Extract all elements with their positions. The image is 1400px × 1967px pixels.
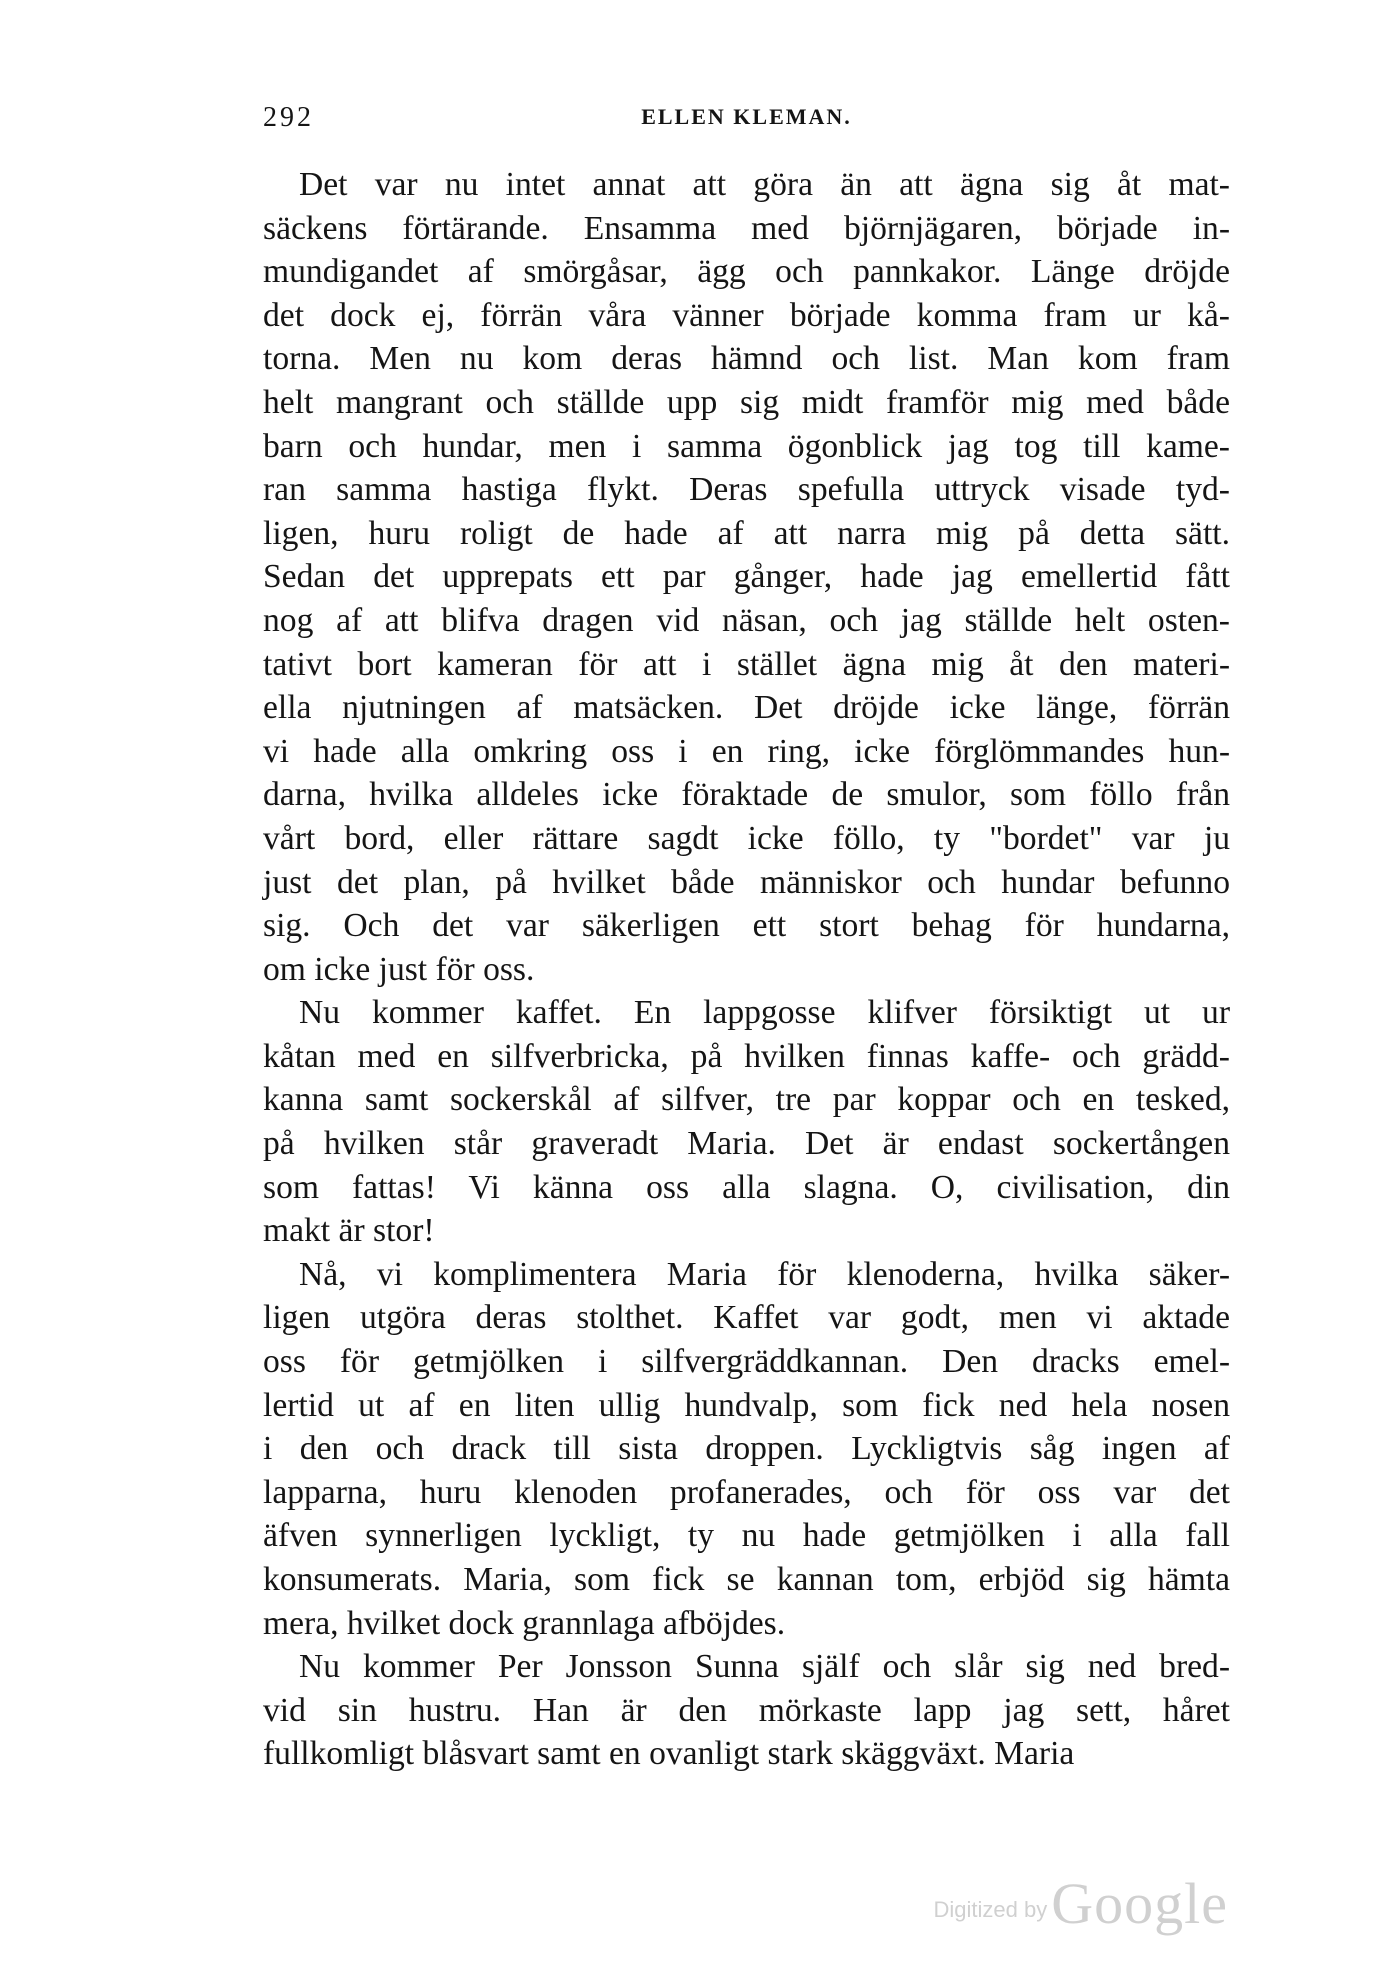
text-line: darna, hvilka alldeles icke föraktade de smulor, som föllo från [263,776,1230,814]
text-line: barn och hundar, men i samma ögonblick jag tog till kame- [263,427,1230,465]
google-logo: Google [1051,1871,1228,1936]
text-line: vid sin hustru. Han är den mörkaste lapp jag sett, håret [263,1691,1230,1729]
text-line: Nu kommer kaffet. En lappgosse klifver försiktigt ut ur [299,994,1230,1032]
page-number: 292 [263,102,314,133]
text-line: äfven synnerligen lyckligt, ty nu hade getmjölken i alla fall [263,1517,1230,1555]
text-line: ligen, huru roligt de hade af att narra mig på detta sätt. [263,514,1230,552]
text-line: lertid ut af en liten ullig hundvalp, som fick ned hela nosen [263,1386,1230,1424]
text-line: vårt bord, eller rättare sagdt icke föllo, ty "bordet" var ju [263,819,1230,857]
text-line: Nu kommer Per Jonsson Sunna själf och slår sig ned bred- [299,1648,1230,1686]
text-line: Nå, vi komplimentera Maria för klenoderna, hvilka säker- [299,1255,1230,1293]
digitized-by-google-watermark [934,1870,1228,1937]
paragraph [263,1253,1230,1645]
running-title: ELLEN KLEMAN. [641,104,852,129]
text-line: ligen utgöra deras stolthet. Kaffet var godt, men vi aktade [263,1299,1230,1337]
text-line: kanna samt sockerskål af silfver, tre par koppar och en tesked, [263,1081,1230,1119]
text-line: vi hade alla omkring oss i en ring, icke förglömmandes hun- [263,732,1230,770]
text-line: ran samma hastiga flykt. Deras spefulla uttryck visade tyd- [263,471,1230,509]
text-line: i den och drack till sista droppen. Lyckligtvis såg ingen af [263,1430,1230,1468]
body-text [263,163,1230,1776]
text-line: konsumerats. Maria, som fick se kannan tom, erbjöd sig hämta [263,1561,1230,1598]
paragraph [263,1645,1230,1776]
text-line: oss för getmjölken i silfvergräddkannan. Den dracks emel- [263,1343,1230,1381]
text-line: nog af att blifva dragen vid näsan, och jag ställde helt osten- [263,601,1230,639]
text-line: Sedan det upprepats ett par gånger, hade jag emellertid fått [263,558,1230,596]
text-line: tativt bort kameran för att i stället ägna mig åt den materi- [263,645,1230,683]
text-line: helt mangrant och ställde upp sig midt framför mig med både [263,383,1230,421]
text-line: kåtan med en silfverbricka, på hvilken finnas kaffe- och grädd- [263,1037,1230,1075]
text-line: lapparna, huru klenoden profanerades, och för oss var det [263,1473,1230,1511]
text-line: just det plan, på hvilket både människor och hundar befunno [263,863,1230,901]
text-line: om icke just för oss. [263,950,535,988]
text-line: fullkomligt blåsvart samt en ovanligt stark skäggväxt. Maria [263,1735,1075,1773]
text-line: mera, hvilket dock grannlaga afböjdes. [263,1604,786,1642]
text-line: Det var nu intet annat att göra än att ägna sig åt mat- [299,166,1230,203]
text-line: torna. Men nu kom deras hämnd och list. Man kom fram [263,340,1230,378]
text-line: säckens förtärande. Ensamma med björnjägaren, började in- [263,209,1230,247]
text-line: på hvilken står graveradt Maria. Det är endast sockertången [263,1125,1230,1163]
text-line: det dock ej, förrän våra vänner började komma fram ur kå- [263,296,1230,334]
paragraph [263,163,1230,991]
watermark-prefix: Digitized by [933,1897,1048,1922]
text-line: som fattas! Vi känna oss alla slagna. O, civilisation, din [263,1168,1230,1206]
text-line: ella njutningen af matsäcken. Det dröjde icke länge, förrän [263,689,1230,727]
paragraph [263,991,1230,1253]
text-line: mundigandet af smörgåsar, ägg och pannkakor. Länge dröjde [263,253,1230,291]
running-head [263,102,1230,136]
text-line: makt är stor! [263,1212,435,1250]
text-line: sig. Och det var säkerligen ett stort behag för hundarna, [263,907,1230,945]
